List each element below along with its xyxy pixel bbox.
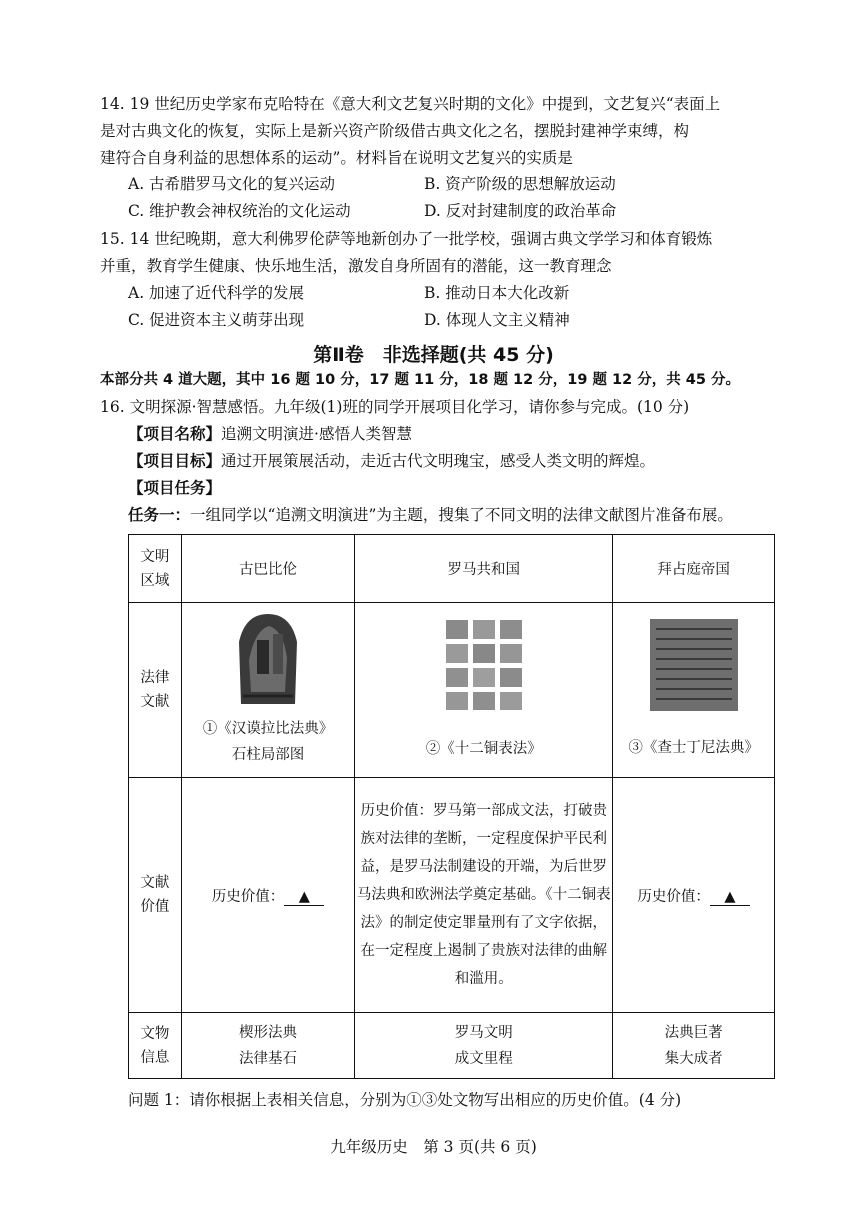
table-row-info bbox=[129, 1013, 775, 1079]
q14-option-a: A. 古希腊罗马文化的复兴运动 bbox=[128, 175, 336, 193]
q15-line-1: 15. 14 世纪晚期，意大利佛罗伦萨等地新创办了一批学校，强调古典文学学习和体育锻炼 bbox=[100, 230, 713, 248]
section-title: 第Ⅱ卷 非选择题(共 45 分) bbox=[313, 344, 554, 366]
info-babylon-cell bbox=[181, 1013, 354, 1079]
q15-option-a: A. 加速了近代科学的发展 bbox=[128, 284, 305, 302]
table-row-documents bbox=[129, 603, 775, 778]
doc-twelve-tables-cell bbox=[355, 603, 613, 778]
q14-line-1: 14. 19 世纪历史学家布克哈特在《意大利文艺复兴时期的文化》中提到，文艺复兴“表面上 bbox=[100, 95, 721, 113]
info-byzantine-cell bbox=[613, 1013, 775, 1079]
section-intro: 本部分共 4 道大题，其中 16 题 10 分，17 题 11 分，18 题 12 分，19 题 12 分，共 45 分。 bbox=[100, 372, 741, 388]
civ-roman-republic: 罗马共和国 bbox=[355, 535, 613, 603]
task-one bbox=[128, 505, 733, 525]
info-babylon-line2: 法律基石 bbox=[239, 1050, 298, 1067]
civ-byzantine-empire: 拜占庭帝国 bbox=[613, 535, 775, 603]
q15-option-c: C. 促进资本主义萌芽出现 bbox=[128, 311, 305, 329]
row-header-info-line2: 信息 bbox=[140, 1049, 170, 1066]
q14-option-c: C. 维护教会神权统治的文化运动 bbox=[128, 202, 351, 220]
q16-project-goal bbox=[128, 451, 655, 471]
row-header-documents bbox=[129, 603, 182, 778]
info-roman-cell bbox=[355, 1013, 613, 1079]
row-header-doc-line2: 文献 bbox=[140, 694, 170, 710]
task-one-text: 一组同学以“追溯文明演进”为主题，搜集了不同文明的法律文献图片准备布展。 bbox=[190, 506, 733, 524]
doc-hammurabi-title: ①《汉谟拉比法典》 bbox=[202, 721, 334, 737]
row-header-doc-line1: 法律 bbox=[140, 670, 170, 686]
value-babylon-label: 历史价值： bbox=[211, 888, 285, 905]
row-header-value-line2: 价值 bbox=[140, 899, 170, 915]
info-byzantine-line2: 集大成者 bbox=[664, 1050, 723, 1067]
doc-justinian-cell bbox=[613, 603, 775, 778]
q14-line-2: 是对古典文化的恢复，实际上是新兴资产阶级借古典文化之名，摆脱封建神学束缚，构 bbox=[100, 122, 690, 140]
value-babylon-cell bbox=[181, 778, 354, 1013]
row-header-info bbox=[129, 1013, 182, 1079]
doc-hammurabi-cell bbox=[181, 603, 354, 778]
q14-option-d: D. 反对封建制度的政治革命 bbox=[424, 202, 617, 220]
q15-option-b: B. 推动日本大化改新 bbox=[424, 284, 570, 302]
row-header-value-line1: 文献 bbox=[140, 875, 170, 891]
row-header-values bbox=[129, 778, 182, 1013]
q15-option-d: D. 体现人文主义精神 bbox=[424, 311, 570, 329]
project-name-label: 【项目名称】 bbox=[128, 425, 222, 443]
project-task-label: 【项目任务】 bbox=[128, 479, 222, 497]
row-header-region-line1: 文明 bbox=[140, 548, 170, 565]
doc-twelve-tables-title: ②《十二铜表法》 bbox=[425, 741, 542, 757]
row-header-info-line1: 文物 bbox=[140, 1025, 170, 1042]
project-goal-text: 通过开展策展活动，走近古代文明瑰宝，感受人类文明的辉煌。 bbox=[221, 452, 656, 470]
info-byzantine-line1: 法典巨著 bbox=[664, 1024, 723, 1041]
page-footer: 九年级历史 第 3 页(共 6 页) bbox=[330, 1138, 537, 1156]
task-one-label: 任务一： bbox=[128, 506, 191, 524]
value-babylon-blank: ▲ bbox=[284, 889, 324, 906]
q16-line-1: 16. 文明探源·智慧感悟。九年级(1)班的同学开展项目化学习，请你参与完成。(10 分) bbox=[100, 398, 690, 416]
doc-justinian-title: ③《查士丁尼法典》 bbox=[628, 740, 759, 756]
q15-line-2: 并重，教育学生健康、快乐地生活，激发自身所固有的潜能，这一教育理念 bbox=[100, 257, 612, 275]
value-roman-text: 历史价值：罗马第一部成文法，打破贵族对法律的垄断，一定程度保护平民利益，是罗马法制建设的开端，为后世罗马法典和欧洲法学奠定基础。《十二铜表法》的制定使定罪量刑有了文字依据，在一定程度上遏制了贵族对法律的曲解和滥用。 bbox=[355, 778, 613, 1013]
law-documents-table bbox=[128, 534, 775, 1079]
justinian-code-image bbox=[650, 619, 738, 711]
q14-line-3: 建符合自身利益的思想体系的运动”。材料旨在说明文艺复兴的实质是 bbox=[100, 149, 573, 167]
doc-hammurabi-subtitle: 石柱局部图 bbox=[231, 747, 305, 763]
q14-option-b: B. 资产阶级的思想解放运动 bbox=[424, 175, 616, 193]
table-row-values bbox=[129, 778, 775, 1013]
project-name-text: 追溯文明演进·感悟人类智慧 bbox=[221, 425, 412, 443]
row-header-region-line2: 区域 bbox=[140, 572, 170, 589]
info-babylon-line1: 楔形法典 bbox=[239, 1024, 298, 1041]
value-byzantine-cell bbox=[613, 778, 775, 1013]
project-goal-label: 【项目目标】 bbox=[128, 452, 222, 470]
civ-babylon: 古巴比伦 bbox=[181, 535, 354, 603]
table-row-region bbox=[129, 535, 775, 603]
hammurabi-stele-image bbox=[235, 612, 301, 704]
info-roman-line1: 罗马文明 bbox=[454, 1024, 513, 1041]
twelve-tables-image bbox=[444, 618, 524, 712]
row-header-region bbox=[129, 535, 182, 603]
value-byzantine-blank: ▲ bbox=[710, 889, 750, 906]
q16-project-name bbox=[128, 424, 412, 444]
info-roman-line2: 成文里程 bbox=[454, 1050, 513, 1067]
value-byzantine-label: 历史价值： bbox=[637, 888, 710, 905]
question-1: 问题 1：请你根据上表相关信息，分别为①③处文物写出相应的历史价值。(4 分) bbox=[128, 1091, 682, 1109]
